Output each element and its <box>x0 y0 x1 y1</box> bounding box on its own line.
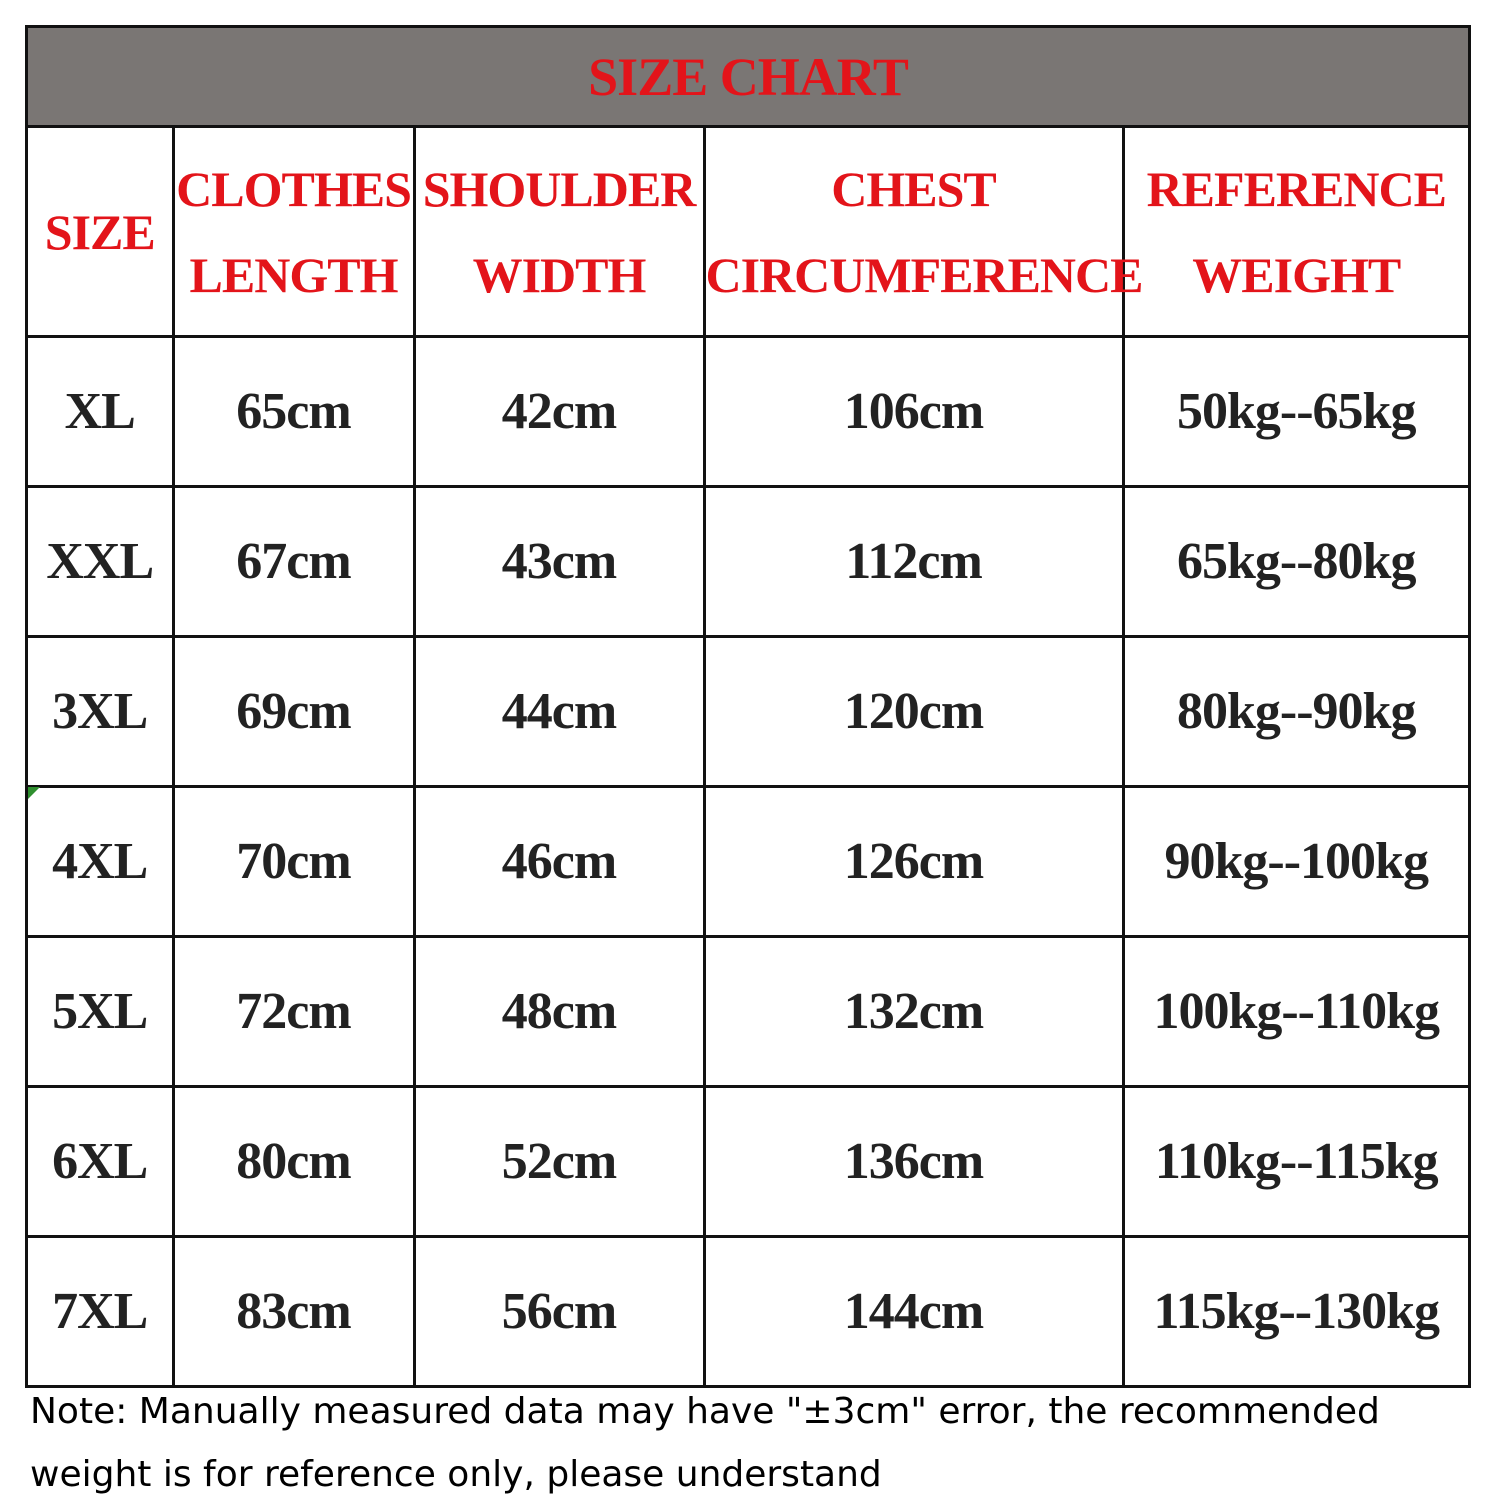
table-row <box>28 487 1468 637</box>
cell-chest: 126cm <box>704 787 1123 937</box>
cell-size: 5XL <box>28 937 173 1087</box>
cell-chest: 144cm <box>704 1237 1123 1386</box>
table-row <box>28 1087 1468 1237</box>
cell-weight: 80kg--90kg <box>1123 637 1468 787</box>
cell-clothes-length: 83cm <box>173 1237 414 1386</box>
size-table <box>28 128 1468 1385</box>
chart-title: SIZE CHART <box>28 28 1468 128</box>
corner-marker <box>28 787 40 799</box>
cell-chest: 132cm <box>704 937 1123 1087</box>
header-chest-circumference: CHEST CIRCUMFERENCE <box>704 128 1123 337</box>
cell-weight: 100kg--110kg <box>1123 937 1468 1087</box>
cell-weight: 50kg--65kg <box>1123 337 1468 487</box>
cell-weight: 65kg--80kg <box>1123 487 1468 637</box>
cell-size: 7XL <box>28 1237 173 1386</box>
cell-size: 4XL <box>28 787 173 937</box>
cell-size: XL <box>28 337 173 487</box>
cell-clothes-length: 67cm <box>173 487 414 637</box>
cell-clothes-length: 65cm <box>173 337 414 487</box>
table-row <box>28 937 1468 1087</box>
cell-clothes-length: 69cm <box>173 637 414 787</box>
cell-shoulder-width: 52cm <box>414 1087 704 1237</box>
cell-shoulder-width: 48cm <box>414 937 704 1087</box>
cell-shoulder-width: 46cm <box>414 787 704 937</box>
table-row <box>28 787 1468 937</box>
cell-clothes-length: 72cm <box>173 937 414 1087</box>
cell-chest: 120cm <box>704 637 1123 787</box>
cell-shoulder-width: 43cm <box>414 487 704 637</box>
header-shoulder-width: SHOULDER WIDTH <box>414 128 704 337</box>
cell-chest: 106cm <box>704 337 1123 487</box>
table-row <box>28 1237 1468 1386</box>
cell-size: 3XL <box>28 637 173 787</box>
cell-shoulder-width: 44cm <box>414 637 704 787</box>
table-row <box>28 337 1468 487</box>
header-clothes-length: CLOTHES LENGTH <box>173 128 414 337</box>
cell-weight: 115kg--130kg <box>1123 1237 1468 1386</box>
size-chart <box>25 25 1471 1388</box>
cell-clothes-length: 80cm <box>173 1087 414 1237</box>
cell-clothes-length: 70cm <box>173 787 414 937</box>
table-row <box>28 637 1468 787</box>
cell-chest: 112cm <box>704 487 1123 637</box>
cell-weight: 90kg--100kg <box>1123 787 1468 937</box>
header-reference-weight: REFERENCE WEIGHT <box>1123 128 1468 337</box>
cell-size: 6XL <box>28 1087 173 1237</box>
cell-shoulder-width: 56cm <box>414 1237 704 1386</box>
header-row <box>28 128 1468 337</box>
cell-shoulder-width: 42cm <box>414 337 704 487</box>
header-size: SIZE <box>28 128 173 337</box>
measurement-note: Note: Manually measured data may have "±3cm" error, the recommended weight is for reference only, please understand <box>30 1391 1380 1495</box>
cell-size: XXL <box>28 487 173 637</box>
cell-chest: 136cm <box>704 1087 1123 1237</box>
cell-weight: 110kg--115kg <box>1123 1087 1468 1237</box>
